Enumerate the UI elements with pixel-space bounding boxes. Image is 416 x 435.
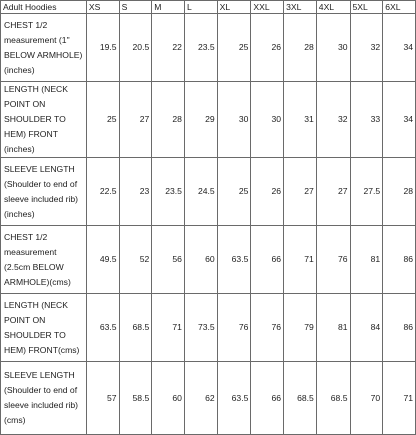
size-header-xs: XS: [86, 1, 119, 14]
table-cell: 27: [316, 158, 350, 226]
table-cell: 19.5: [86, 14, 119, 82]
table-cell: 25: [217, 158, 251, 226]
table-row: [1, 158, 416, 226]
table-cell: 62: [184, 362, 217, 435]
table-cell: 30: [217, 82, 251, 158]
table-cell: 56: [152, 226, 185, 294]
row-label: CHEST 1/2 measurement (2.5cm BELOW ARMHOLE)(cms): [1, 226, 87, 294]
table-cell: 24.5: [184, 158, 217, 226]
table-cell: 22.5: [86, 158, 119, 226]
size-header-xl: XL: [217, 1, 251, 14]
table-cell: 27: [284, 158, 317, 226]
table-cell: 52: [119, 226, 152, 294]
row-label: SLEEVE LENGTH (Shoulder to end of sleeve included rib) (inches): [1, 158, 87, 226]
size-header-s: S: [119, 1, 152, 14]
table-cell: 79: [284, 294, 317, 362]
table-cell: 20.5: [119, 14, 152, 82]
table-cell: 28: [383, 158, 416, 226]
table-row: [1, 14, 416, 82]
table-cell: 86: [383, 294, 416, 362]
table-cell: 32: [350, 14, 383, 82]
table-row: [1, 226, 416, 294]
table-cell: 34: [383, 82, 416, 158]
table-cell: 81: [350, 226, 383, 294]
table-cell: 33: [350, 82, 383, 158]
table-cell: 25: [217, 14, 251, 82]
table-cell: 60: [184, 226, 217, 294]
table-cell: 49.5: [86, 226, 119, 294]
table-cell: 68.5: [119, 294, 152, 362]
table-cell: 66: [251, 226, 284, 294]
size-header-l: L: [184, 1, 217, 14]
table-cell: 68.5: [284, 362, 317, 435]
size-header-4xl: 4XL: [316, 1, 350, 14]
table-cell: 23.5: [184, 14, 217, 82]
table-cell: 86: [383, 226, 416, 294]
table-cell: 60: [152, 362, 185, 435]
table-cell: 63.5: [217, 226, 251, 294]
table-cell: 29: [184, 82, 217, 158]
table-cell: 68.5: [316, 362, 350, 435]
table-cell: 58.5: [119, 362, 152, 435]
table-row: [1, 294, 416, 362]
table-cell: 25: [86, 82, 119, 158]
row-label: CHEST 1/2 measurement (1" BELOW ARMHOLE) (inches): [1, 14, 87, 82]
table-cell: 71: [152, 294, 185, 362]
row-label: LENGTH (NECK POINT ON SHOULDER TO HEM) FRONT(cms): [1, 294, 87, 362]
table-cell: 28: [284, 14, 317, 82]
size-header-3xl: 3XL: [284, 1, 317, 14]
table-cell: 30: [316, 14, 350, 82]
table-cell: 31: [284, 82, 317, 158]
table-cell: 30: [251, 82, 284, 158]
table-cell: 81: [316, 294, 350, 362]
row-label: LENGTH (NECK POINT ON SHOULDER TO HEM) FRONT (inches): [1, 82, 87, 158]
table-cell: 63.5: [86, 294, 119, 362]
size-header-6xl: 6XL: [383, 1, 416, 14]
table-cell: 22: [152, 14, 185, 82]
table-cell: 27: [119, 82, 152, 158]
table-cell: 71: [284, 226, 317, 294]
table-cell: 63.5: [217, 362, 251, 435]
size-header-5xl: 5XL: [350, 1, 383, 14]
size-header-xxl: XXL: [251, 1, 284, 14]
table-cell: 26: [251, 14, 284, 82]
table-cell: 23: [119, 158, 152, 226]
table-cell: 71: [383, 362, 416, 435]
table-cell: 84: [350, 294, 383, 362]
table-cell: 66: [251, 362, 284, 435]
table-row: [1, 82, 416, 158]
table-cell: 76: [316, 226, 350, 294]
table-cell: 34: [383, 14, 416, 82]
table-cell: 73.5: [184, 294, 217, 362]
table-cell: 28: [152, 82, 185, 158]
table-cell: 27.5: [350, 158, 383, 226]
corner-label: Adult Hoodies: [1, 1, 87, 14]
table-cell: 32: [316, 82, 350, 158]
size-header-m: M: [152, 1, 185, 14]
table-row: [1, 362, 416, 435]
table-cell: 26: [251, 158, 284, 226]
table-cell: 57: [86, 362, 119, 435]
row-label: SLEEVE LENGTH (Shoulder to end of sleeve included rib) (cms): [1, 362, 87, 435]
table-cell: 76: [251, 294, 284, 362]
table-cell: 76: [217, 294, 251, 362]
table-cell: 23.5: [152, 158, 185, 226]
table-cell: 70: [350, 362, 383, 435]
header-row: [1, 1, 416, 14]
